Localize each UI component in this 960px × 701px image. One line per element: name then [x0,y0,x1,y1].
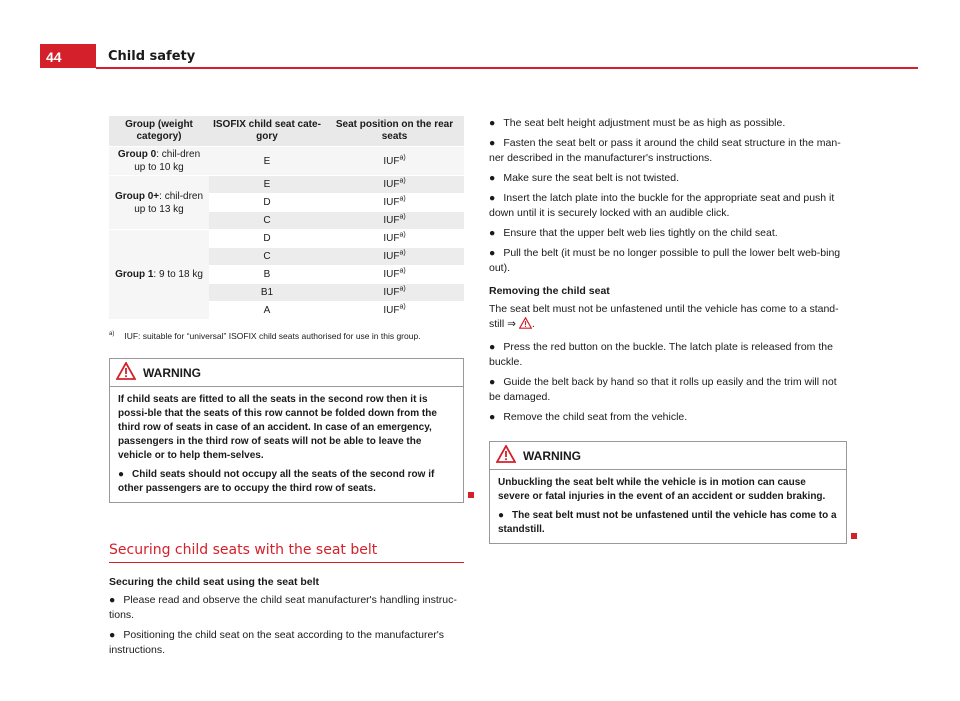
warning-header [490,442,846,470]
warning-text: Unbuckling the seat belt while the vehicle is in motion can cause severe or fatal injuries in the event of an accident or sudden braking. [498,477,826,502]
list-item: ● Positioning the child seat on the seat according to the manufacturer's instructions. [109,629,445,656]
position-cell: IUF$^{a)}$ [325,248,464,266]
subheading: Removing the child seat [489,285,610,297]
table-row [109,230,464,248]
position-cell: IUF$^{a)}$ [325,266,464,284]
category-cell: B1 [209,284,325,302]
category-cell: B [209,266,325,284]
table-header: Seat position on the rear seats [325,116,464,147]
header-rule [96,67,918,69]
warning-bullet: ● Child seats should not occupy all the seats of the second row if other passengers are to occupy the third row of seats. [118,469,435,494]
warning-title: WARNING [523,449,581,463]
table-header-row [109,116,464,147]
warning-body [490,470,846,543]
list-item: ● The seat belt height adjustment must be as high as possible. [489,117,786,129]
right-column [489,116,849,544]
category-cell: D [209,194,325,212]
position-cell: IUF$^{a)}$ [325,147,464,176]
paragraph: The seat belt must not be unfastened until the vehicle has come to a stand-still ⇒ . [489,303,839,330]
category-cell: E [209,147,325,176]
group-cell: Group 0: chil-dren up to 10 kg [109,147,209,176]
warning-triangle-icon [116,362,136,380]
section-end-marker [468,492,474,498]
page-number: 44 [40,44,96,68]
list-item: ● Make sure the seat belt is not twisted. [489,172,680,184]
group-cell: Group 0+: chil-dren up to 13 kg [109,176,209,230]
warning-body [110,387,463,502]
list-item: ● Remove the child seat from the vehicle. [489,411,688,423]
warning-reference-icon[interactable] [519,317,532,329]
list-item: ● Guide the belt back by hand so that it rolls up easily and the trim will not be damaged. [489,376,837,403]
list-item: ● Pull the belt (it must be no longer possible to pull the lower belt web-bing out). [489,247,841,274]
section-heading: Securing child seats with the seat belt [109,543,464,563]
position-cell: IUF$^{a)}$ [325,194,464,212]
list-item: ● Fasten the seat belt or pass it around the child seat structure in the man-ner described in the manufacturer's instructions. [489,137,841,164]
warning-header [110,359,463,387]
category-cell: A [209,302,325,320]
category-cell: C [209,248,325,266]
left-column [109,116,464,663]
position-cell: IUF$^{a)}$ [325,212,464,230]
table-header: Group (weight category) [109,116,209,147]
position-cell: IUF$^{a)}$ [325,302,464,320]
warning-triangle-icon [496,445,516,463]
warning-text: If child seats are fitted to all the seats in the second row then it is possi-ble that the seats of this row cannot be folded down from the third row of seats in case of an accident. In case of an emergency, passengers in the third row of seats will not be able to leave the vehicle or to help them-selves. [118,394,437,461]
list-item: ● Insert the latch plate into the buckle for the appropriate seat and push it down until it is securely locked with an audible click. [489,192,835,219]
list-item: ● Press the red button on the buckle. The latch plate is released from the buckle. [489,341,833,368]
warning-title: WARNING [143,366,201,380]
isofix-table [109,116,464,320]
category-cell: D [209,230,325,248]
category-cell: E [209,176,325,194]
table-footnote: $^{a)}$ IUF: suitable for “universal” ISOFIX child seats authorised for use in this group. [109,331,421,341]
position-cell: IUF$^{a)}$ [325,230,464,248]
table-row [109,147,464,176]
warning-box [109,358,464,503]
section-title: Child safety [108,49,196,64]
warning-box [489,441,847,544]
position-cell: IUF$^{a)}$ [325,176,464,194]
subheading: Securing the child seat using the seat belt [109,576,320,588]
warning-bullet: ● The seat belt must not be unfastened until the vehicle has come to a standstill. [498,510,837,535]
page-header [40,44,918,68]
position-cell: IUF$^{a)}$ [325,284,464,302]
table-row [109,176,464,194]
list-item: ● Ensure that the upper belt web lies tightly on the child seat. [489,227,778,239]
list-item: ● Please read and observe the child seat manufacturer's handling instruc-tions. [109,594,457,621]
category-cell: C [209,212,325,230]
section-end-marker [851,533,857,539]
group-cell: Group 1: 9 to 18 kg [109,230,209,320]
table-header: ISOFIX child seat cate-gory [209,116,325,147]
